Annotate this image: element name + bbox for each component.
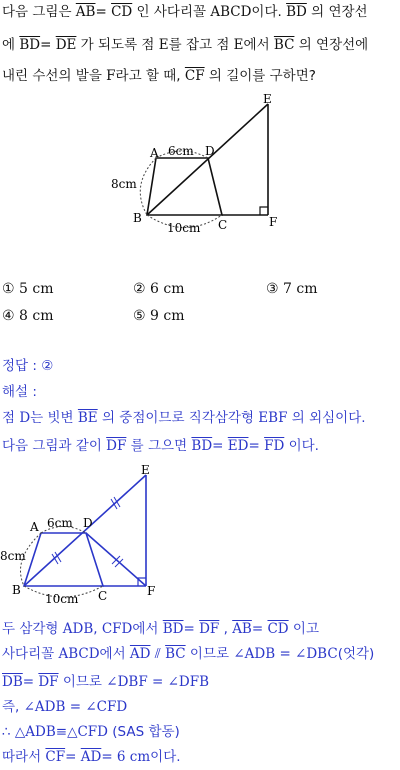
problem-line-3: 내린 수선의 발을 F라고 할 때, $\overline{CF}$ 의 길이를 구하면? <box>2 68 316 84</box>
label-b: B <box>133 211 142 225</box>
length-ab-2: 8cm <box>0 549 26 563</box>
label-f-2: F <box>147 584 156 598</box>
trapezoid-abcd <box>147 158 222 215</box>
solution-line-3: 두 삼각형 ADB, CFD에서 $\overline{BD}= \overline{DF}$ , $\overline{AB}= \overline{CD}$ 이고 <box>2 621 319 637</box>
right-angle-mark <box>260 207 268 215</box>
option-2[interactable]: ② 6 cm <box>133 281 185 297</box>
label-f: F <box>269 215 278 229</box>
length-ab: 8cm <box>111 177 137 191</box>
segment-be <box>147 104 268 215</box>
label-a-2: A <box>30 520 39 534</box>
label-c: C <box>218 218 228 232</box>
trapezoid-abcd-2 <box>24 533 103 586</box>
solution-line-7: ∴ △ADB≡△CFD (SAS 합동) <box>2 724 180 740</box>
answer-label: 정답 : ② <box>2 358 54 374</box>
option-3[interactable]: ③ 7 cm <box>266 281 318 297</box>
option-5[interactable]: ⑤ 9 cm <box>133 308 185 324</box>
length-ad-2: 6cm <box>47 516 73 530</box>
length-ad: 6cm <box>168 144 194 158</box>
explanation-label: 해설 : <box>2 384 37 400</box>
label-d-2: D <box>83 516 93 530</box>
solution-line-5: $\overline{DB}= \overline{DF}$ 이므로 ∠DBF = ∠DFB <box>2 674 210 690</box>
figure-trapezoid-2 <box>0 460 170 610</box>
label-a: A <box>150 146 159 160</box>
label-b-2: B <box>12 583 21 597</box>
problem-line-2: 에 $\overline{BD}= \overline{DE}$ 가 되도록 점 E를 잡고 점 E에서 $\overline{BC}$ 의 연장선에 <box>2 37 369 53</box>
label-c-2: C <box>98 589 108 603</box>
label-e: E <box>263 92 272 106</box>
solution-line-2: 다음 그림과 같이 $\overline{DF}$ 를 그으면 $\overline{BD}= \overline{ED}= \overline{FD}$ 이다. <box>2 438 319 454</box>
solution-line-4: 사다리꼴 ABCD에서 $\overline{AD}$ ⫽ $\overline{BC}$ 이므로 ∠ADB = ∠DBC(엇각) <box>2 646 375 662</box>
solution-line-8: 따라서 $\overline{CF}= \overline{AD}= 6$ cm이다. <box>2 749 181 765</box>
label-d: D <box>205 144 215 158</box>
length-bc-2: 10cm <box>45 592 79 606</box>
figure-trapezoid-1 <box>110 90 290 240</box>
option-1[interactable]: ① 5 cm <box>2 281 54 297</box>
solution-line-1: 점 D는 빗변 $\overline{BE}$ 의 중점이므로 직각삼각형 EBF 의 외심이다. <box>2 410 366 426</box>
option-4[interactable]: ④ 8 cm <box>2 308 54 324</box>
length-bc: 10cm <box>167 221 201 235</box>
problem-line-1: 다음 그림은 $\overline{AB}= \overline{CD}$ 인 사다리꼴 ABCD이다. $\overline{BD}$ 의 연장선 <box>2 4 368 20</box>
solution-line-6: 즉, ∠ADB = ∠CFD <box>2 699 128 715</box>
label-e-2: E <box>141 463 150 477</box>
